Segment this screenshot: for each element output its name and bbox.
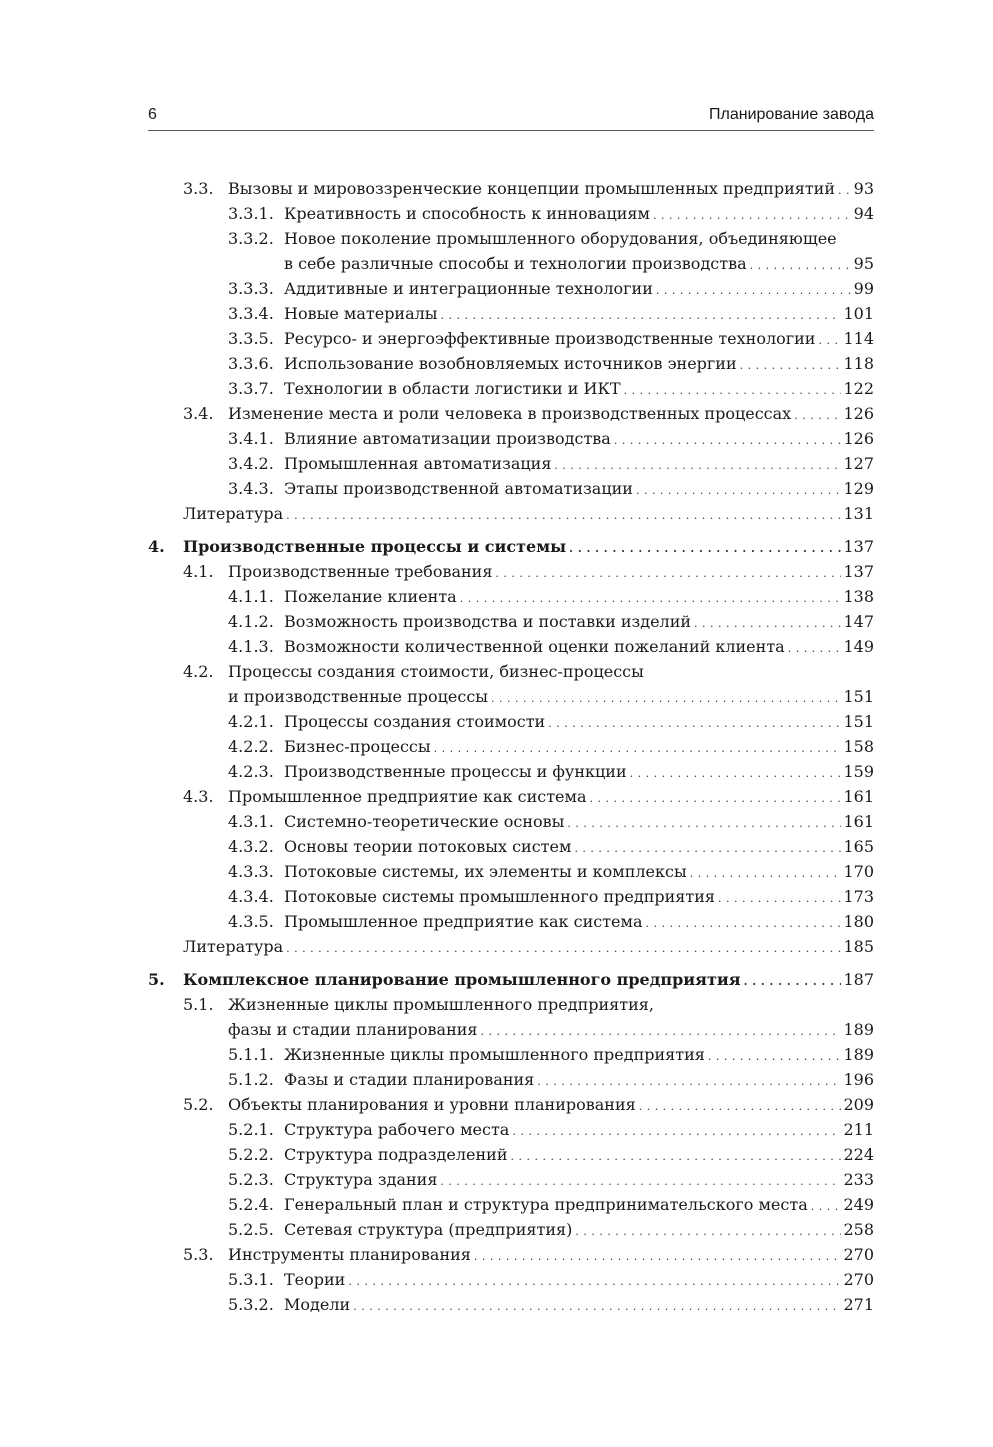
toc-entry-number: 3.3.: [183, 179, 214, 198]
toc-entry-number: 5.3.1.: [228, 1270, 274, 1289]
toc-leader-dots: [636, 476, 842, 503]
toc-entry-page: 99: [852, 276, 874, 303]
toc-entry-title: Объекты планирования и уровни планирования: [228, 1092, 639, 1119]
toc-entry-number: 4.3.: [183, 787, 214, 806]
toc-entry-number: 5.3.: [183, 1245, 214, 1264]
toc-entry-page: 138: [841, 584, 874, 611]
toc-leader-dots: [537, 1067, 841, 1094]
toc-leader-dots: [624, 376, 842, 403]
toc-leader-dots: [569, 534, 841, 561]
toc-entry-page: 233: [841, 1167, 874, 1194]
toc-entry[interactable]: [148, 559, 874, 584]
toc-entry-title: Возможности количественной оценки пожеланий клиента: [284, 634, 788, 661]
toc-entry-title: Генеральный план и структура предпринимательского места: [284, 1192, 811, 1219]
toc-entry-number: 5.2.1.: [228, 1120, 274, 1139]
toc-entry-number: 5.3.2.: [228, 1295, 274, 1314]
toc-entry-title: Влияние автоматизации производства: [284, 426, 614, 453]
toc-entry[interactable]: [148, 684, 874, 709]
toc-entry-title: Производственные процессы и системы: [183, 534, 569, 561]
toc-entry[interactable]: [148, 584, 874, 609]
toc-entry[interactable]: [148, 992, 874, 1017]
toc-entry-page: 271: [841, 1292, 874, 1319]
toc-entry[interactable]: [148, 401, 874, 426]
toc-entry-page: 129: [841, 476, 874, 503]
toc-leader-dots: [286, 934, 841, 961]
toc-entry-title: Жизненные циклы промышленного предприятия,: [228, 992, 657, 1017]
toc-leader-dots: [750, 251, 852, 278]
toc-entry-number: 4.2.3.: [228, 762, 274, 781]
toc-leader-dots: [353, 1292, 841, 1319]
toc-entry-title: Креативность и способность к инновациям: [284, 201, 653, 228]
toc-entry[interactable]: [148, 1192, 874, 1217]
toc-entry-number: 5.1.1.: [228, 1045, 274, 1064]
toc-entry-title: Процессы создания стоимости: [284, 709, 548, 736]
toc-entry-title: Новые материалы: [284, 301, 441, 328]
toc-entry-number: 3.4.3.: [228, 479, 274, 498]
toc-entry-number: 4.1.3.: [228, 637, 274, 656]
toc-entry-title: Изменение места и роли человека в производственных процессах: [228, 401, 794, 428]
toc-entry-title: и производственные процессы: [228, 684, 491, 711]
toc-leader-dots: [656, 276, 852, 303]
toc-entry-number: 3.3.6.: [228, 354, 274, 373]
toc-entry-title: Промышленная автоматизация: [284, 451, 554, 478]
toc-entry-title: Вызовы и мировоззренческие концепции промышленных предприятий: [228, 176, 838, 203]
toc-entry-page: 151: [841, 709, 874, 736]
toc-entry-page: 93: [852, 176, 874, 203]
toc-entry-page: 185: [841, 934, 874, 961]
toc-entry[interactable]: [148, 659, 874, 684]
toc-entry-title: Этапы производственной автоматизации: [284, 476, 636, 503]
toc-entry[interactable]: [148, 276, 874, 301]
toc-leader-dots: [548, 709, 841, 736]
page-header: [148, 104, 874, 131]
toc-entry[interactable]: [148, 934, 874, 959]
toc-leader-dots: [646, 909, 842, 936]
toc-entry[interactable]: [148, 909, 874, 934]
toc-entry-page: 114: [841, 326, 874, 353]
toc-entry-page: 127: [841, 451, 874, 478]
toc-entry-number: 5.2.: [183, 1095, 214, 1114]
toc-leader-dots: [512, 1117, 841, 1144]
toc-entry-page: 161: [841, 809, 874, 836]
toc-leader-dots: [788, 634, 842, 661]
toc-leader-dots: [694, 609, 841, 636]
toc-entry[interactable]: [148, 709, 874, 734]
toc-entry-page: 137: [841, 534, 874, 561]
toc-entry-page: 151: [841, 684, 874, 711]
toc-entry-number: 4.3.4.: [228, 887, 274, 906]
toc-entry-number: 4.3.5.: [228, 912, 274, 931]
toc-leader-dots: [708, 1042, 842, 1069]
toc-entry-title: Процессы создания стоимости, бизнес-процессы: [228, 659, 647, 684]
toc-entry-title: Литература: [183, 934, 286, 961]
toc-entry-title: Структура здания: [284, 1167, 440, 1194]
toc-leader-dots: [434, 734, 842, 761]
toc-entry-page: 131: [841, 501, 874, 528]
toc-entry-number: 4.3.2.: [228, 837, 274, 856]
running-title: Планирование завода: [709, 106, 874, 123]
toc-entry[interactable]: [148, 301, 874, 326]
toc-leader-dots: [440, 1167, 841, 1194]
toc-entry[interactable]: [148, 226, 874, 251]
toc-entry[interactable]: [148, 426, 874, 451]
toc-entry-number: 3.3.3.: [228, 279, 274, 298]
toc-leader-dots: [690, 859, 842, 886]
toc-entry-page: 224: [841, 1142, 874, 1169]
toc-entry[interactable]: [148, 251, 874, 276]
toc-entry-title: Сетевая структура (предприятия): [284, 1217, 575, 1244]
toc-entry-title: Технологии в области логистики и ИКТ: [284, 376, 624, 403]
toc-entry[interactable]: [148, 1042, 874, 1067]
toc-entry-number: 4.2.1.: [228, 712, 274, 731]
toc-entry-title: фазы и стадии планирования: [228, 1017, 481, 1044]
toc-entry-page: 159: [841, 759, 874, 786]
toc-entry-number: 3.3.4.: [228, 304, 274, 323]
toc-entry[interactable]: [148, 1217, 874, 1242]
toc-entry-title: Ресурсо- и энергоэффективные производственные технологии: [284, 326, 818, 353]
toc-entry-title: Использование возобновляемых источников энергии: [284, 351, 740, 378]
toc-leader-dots: [614, 426, 842, 453]
toc-leader-dots: [744, 967, 842, 994]
toc-leader-dots: [567, 809, 841, 836]
toc-entry-number: 3.4.2.: [228, 454, 274, 473]
toc-entry-page: 161: [841, 784, 874, 811]
toc-leader-dots: [639, 1092, 842, 1119]
toc-leader-dots: [574, 834, 841, 861]
toc-leader-dots: [481, 1017, 842, 1044]
toc-leader-dots: [653, 201, 852, 228]
toc-entry-page: 101: [841, 301, 874, 328]
toc-entry[interactable]: [148, 734, 874, 759]
toc-leader-dots: [575, 1217, 841, 1244]
toc-entry-number: 3.4.1.: [228, 429, 274, 448]
toc-entry-title: Промышленное предприятие как система: [284, 909, 646, 936]
toc-entry-page: 270: [841, 1267, 874, 1294]
toc-entry-page: 270: [841, 1242, 874, 1269]
toc-entry[interactable]: [148, 834, 874, 859]
toc-entry-title: Жизненные циклы промышленного предприятия: [284, 1042, 708, 1069]
toc-entry-number: 5.1.: [183, 995, 214, 1014]
toc-entry-page: 126: [841, 401, 874, 428]
toc-entry[interactable]: [148, 451, 874, 476]
toc-entry-number: 5.2.2.: [228, 1145, 274, 1164]
toc-entry[interactable]: [148, 1067, 874, 1092]
toc-entry-number: 5.1.2.: [228, 1070, 274, 1089]
toc-entry-page: 209: [841, 1092, 874, 1119]
toc-entry[interactable]: [148, 1092, 874, 1117]
toc-entry-number: 3.4.: [183, 404, 214, 423]
toc-entry-page: 189: [841, 1042, 874, 1069]
toc-entry-number: 3.3.1.: [228, 204, 274, 223]
toc-entry[interactable]: [148, 1117, 874, 1142]
table-of-contents: [148, 176, 874, 1317]
toc-entry-number: 3.3.2.: [228, 229, 274, 248]
toc-entry[interactable]: [148, 1017, 874, 1042]
toc-entry[interactable]: [148, 1267, 874, 1292]
toc-leader-dots: [818, 326, 841, 353]
toc-entry[interactable]: [148, 376, 874, 401]
toc-entry[interactable]: [148, 967, 874, 992]
toc-entry[interactable]: [148, 634, 874, 659]
toc-entry-title: Бизнес-процессы: [284, 734, 434, 761]
toc-leader-dots: [554, 451, 841, 478]
toc-entry[interactable]: [148, 476, 874, 501]
toc-entry[interactable]: [148, 534, 874, 559]
toc-entry-page: 189: [841, 1017, 874, 1044]
toc-entry[interactable]: [148, 784, 874, 809]
toc-entry-title: Потоковые системы промышленного предприятия: [284, 884, 718, 911]
toc-entry-title: Новое поколение промышленного оборудования, объединяющее: [284, 226, 840, 251]
toc-leader-dots: [474, 1242, 842, 1269]
toc-entry-page: 170: [841, 859, 874, 886]
toc-entry-title: Потоковые системы, их элементы и комплексы: [284, 859, 690, 886]
toc-entry-number: 5.2.3.: [228, 1170, 274, 1189]
toc-leader-dots: [794, 401, 841, 428]
toc-entry-page: 211: [841, 1117, 874, 1144]
toc-entry-page: 187: [841, 967, 874, 994]
toc-entry-title: Промышленное предприятие как система: [228, 784, 590, 811]
toc-entry-number: 5.2.4.: [228, 1195, 274, 1214]
toc-entry[interactable]: [148, 1292, 874, 1317]
toc-entry-number: 4.3.1.: [228, 812, 274, 831]
toc-entry-title: в себе различные способы и технологии производства: [284, 251, 750, 278]
toc-entry-title: Инструменты планирования: [228, 1242, 474, 1269]
toc-entry[interactable]: [148, 809, 874, 834]
page-number: 6: [148, 106, 157, 123]
toc-entry-page: 165: [841, 834, 874, 861]
toc-entry-title: Основы теории потоковых систем: [284, 834, 574, 861]
toc-entry[interactable]: [148, 1242, 874, 1267]
toc-entry-page: 173: [841, 884, 874, 911]
toc-entry-page: 122: [841, 376, 874, 403]
toc-entry-title: Структура рабочего места: [284, 1117, 512, 1144]
toc-entry[interactable]: [148, 859, 874, 884]
toc-entry-number: 5.: [148, 970, 165, 989]
toc-entry-title: Модели: [284, 1292, 353, 1319]
toc-entry-number: 4.1.2.: [228, 612, 274, 631]
toc-entry-page: 196: [841, 1067, 874, 1094]
toc-entry-page: 118: [841, 351, 874, 378]
toc-entry-title: Комплексное планирование промышленного предприятия: [183, 967, 744, 994]
toc-entry[interactable]: [148, 351, 874, 376]
toc-entry-title: Системно-теоретические основы: [284, 809, 567, 836]
toc-leader-dots: [590, 784, 842, 811]
toc-leader-dots: [630, 759, 842, 786]
toc-entry[interactable]: [148, 176, 874, 201]
toc-entry-title: Фазы и стадии планирования: [284, 1067, 537, 1094]
toc-entry-number: 5.2.5.: [228, 1220, 274, 1239]
toc-entry-page: 149: [841, 634, 874, 661]
toc-entry-title: Производственные требования: [228, 559, 495, 586]
toc-entry-page: 147: [841, 609, 874, 636]
toc-entry-title: Теории: [284, 1267, 348, 1294]
toc-entry[interactable]: [148, 1167, 874, 1192]
toc-entry-number: 4.2.: [183, 662, 214, 681]
toc-entry[interactable]: [148, 326, 874, 351]
toc-leader-dots: [811, 1192, 842, 1219]
toc-entry[interactable]: [148, 759, 874, 784]
toc-leader-dots: [491, 684, 841, 711]
toc-entry-number: 4.2.2.: [228, 737, 274, 756]
toc-entry[interactable]: [148, 1142, 874, 1167]
toc-entry-number: 3.3.5.: [228, 329, 274, 348]
toc-leader-dots: [460, 584, 842, 611]
toc-entry-title: Литература: [183, 501, 286, 528]
toc-entry-number: 4.: [148, 537, 165, 556]
toc-entry-page: 137: [841, 559, 874, 586]
toc-entry-number: 4.1.1.: [228, 587, 274, 606]
toc-entry-page: 158: [841, 734, 874, 761]
toc-entry-title: Возможность производства и поставки изделий: [284, 609, 694, 636]
toc-entry-title: Аддитивные и интеграционные технологии: [284, 276, 656, 303]
toc-entry[interactable]: [148, 201, 874, 226]
toc-entry[interactable]: [148, 609, 874, 634]
toc-entry-title: Пожелание клиента: [284, 584, 460, 611]
toc-entry-number: 4.1.: [183, 562, 214, 581]
toc-entry[interactable]: [148, 501, 874, 526]
toc-leader-dots: [286, 501, 841, 528]
toc-leader-dots: [838, 176, 852, 203]
toc-entry-title: Производственные процессы и функции: [284, 759, 630, 786]
toc-leader-dots: [718, 884, 841, 911]
toc-entry-page: 180: [841, 909, 874, 936]
toc-entry-page: 258: [841, 1217, 874, 1244]
toc-leader-dots: [348, 1267, 841, 1294]
toc-entry-page: 249: [841, 1192, 874, 1219]
toc-leader-dots: [495, 559, 841, 586]
toc-entry[interactable]: [148, 884, 874, 909]
toc-entry-page: 95: [852, 251, 874, 278]
toc-entry-title: Структура подразделений: [284, 1142, 510, 1169]
toc-entry-number: 4.3.3.: [228, 862, 274, 881]
toc-leader-dots: [510, 1142, 841, 1169]
toc-leader-dots: [441, 301, 842, 328]
toc-entry-page: 126: [841, 426, 874, 453]
toc-entry-number: 3.3.7.: [228, 379, 274, 398]
toc-entry-page: 94: [852, 201, 874, 228]
toc-leader-dots: [740, 351, 842, 378]
